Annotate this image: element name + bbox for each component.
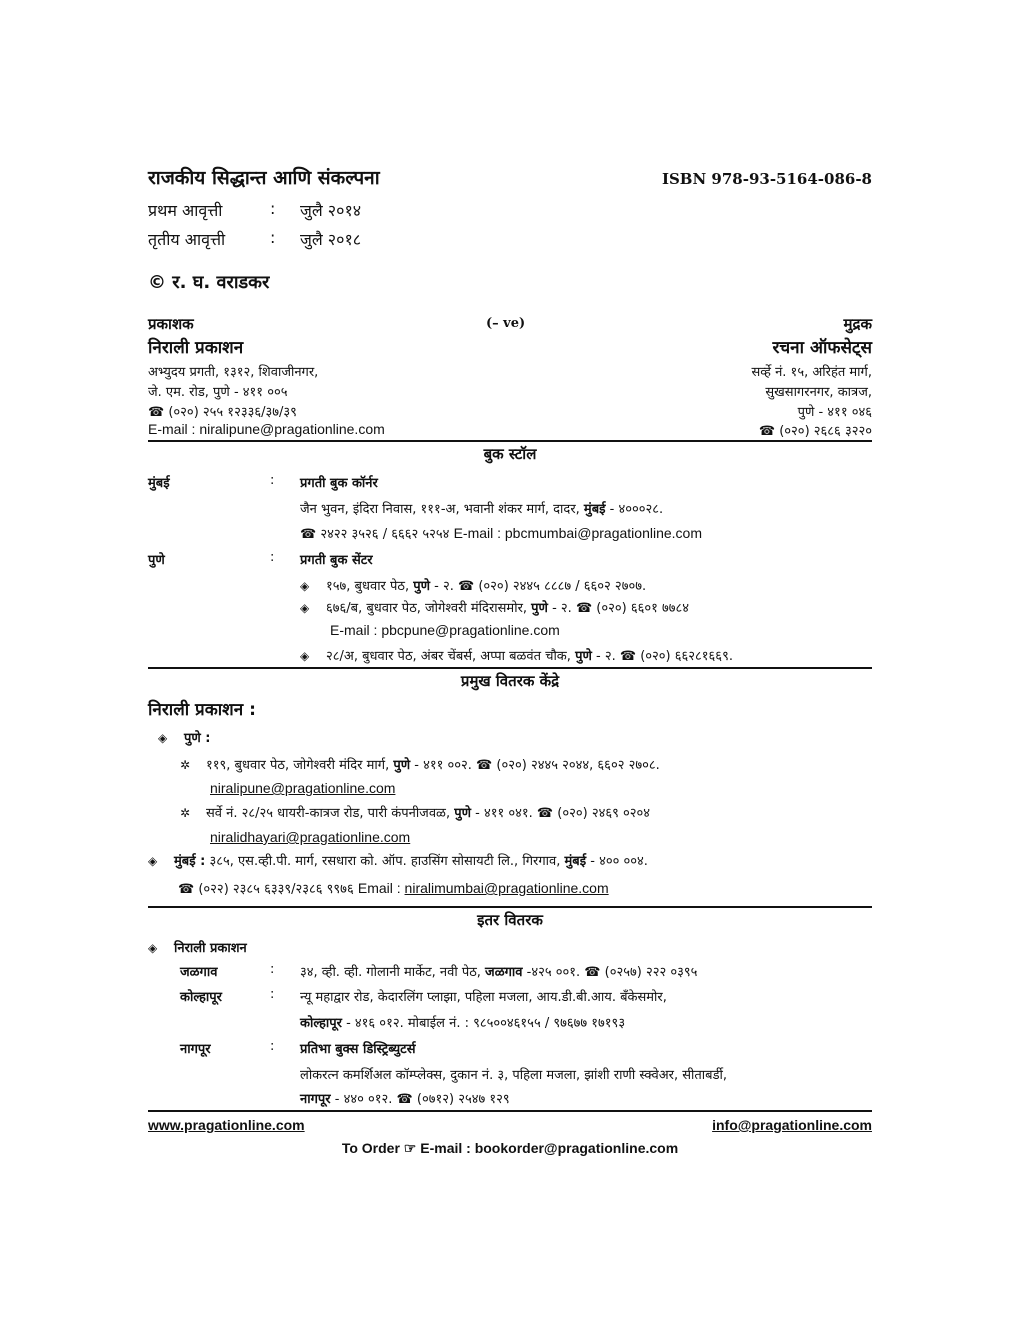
nagpur-distributor-name: प्रतिभा बुक्स डिस्ट्रिब्युटर्स [300, 1042, 416, 1057]
kolhapur-address-1: न्यू महाद्वार रोड, केदारलिंग प्लाझा, पहिला मजला, आय.डी.बी.आय. बँकेसमोर, [300, 990, 667, 1005]
printer-address-3: पुणे - ४११ ०४६ [797, 405, 872, 420]
divider [148, 1110, 872, 1112]
asterisk-icon: ✲ [180, 806, 191, 820]
pune-stall-name: प्रगती बुक सेंटर [300, 553, 373, 568]
email-link-niralimumbai[interactable]: niralimumbai@pragationline.com [404, 880, 609, 896]
asterisk-icon: ✲ [180, 758, 191, 772]
kolhapur-city: कोल्हापूर [180, 990, 222, 1005]
email-link-niralidhayari[interactable]: niralidhayari@pragationline.com [210, 829, 411, 845]
publisher-role: प्रकाशक [148, 315, 194, 333]
diamond-icon: ◈ [158, 731, 168, 745]
phone-icon: ☎ [178, 882, 195, 897]
pune-city: पुणे [148, 553, 165, 568]
phone-icon: ☎ [575, 601, 593, 616]
pune-stall-entry: ◈ ६७६/ब, बुधवार पेठ, जोगेश्वरी मंदिरासमोर, पुणे - २. ☎ (०२०) ६६०१ ७७८४ [300, 601, 690, 616]
order-label: To Order [341, 1140, 400, 1156]
mumbai-city: मुंबई [148, 476, 170, 491]
divider [148, 440, 872, 442]
distribution-heading: प्रमुख वितरक केंद्रे [460, 672, 560, 690]
email-link-niralipune[interactable]: niralipune@pragationline.com [210, 780, 396, 796]
jalgaon-city: जळगाव [180, 965, 218, 980]
mumbai-stall-phone: २४२२ ३५२६ / ६६६२ ५२५४ [320, 527, 450, 542]
info-email-link[interactable]: info@pragationline.com [712, 1117, 872, 1133]
order-line [148, 1140, 872, 1157]
edition-first-sep: : [270, 199, 276, 218]
printer-role: मुद्रक [843, 315, 872, 333]
kolhapur-address-2: कोल्हापूर - ४१६ ०१२. मोबाईल नं. : ९८५००४६१५५ / ९७६७७ १७१९३ [300, 1016, 626, 1031]
copyright-holder: © र. घ. वराडकर [148, 272, 270, 293]
website-link[interactable]: www.pragationline.com [148, 1117, 305, 1133]
edition-first-label: प्रथम आवृत्ती [148, 201, 223, 220]
diamond-icon: ◈ [300, 601, 310, 615]
publisher-email: E-mail : niralipune@pragationline.com [148, 421, 385, 437]
phone-icon: ☎ [758, 424, 776, 439]
printer-name: रचना ऑफसेट्स [772, 338, 872, 358]
phone-icon: ☎ [148, 405, 165, 420]
printer-address-2: सुखसागरनगर, कात्रज, [765, 385, 872, 400]
book-stall-heading: बुक स्टॉल [483, 445, 537, 463]
pune-stall-entry: ◈ १५७, बुधवार पेठ, पुणे - २. ☎ (०२०) २४४५ ८८८७ / ६६०२ २७०७. [300, 579, 647, 594]
pune-stall-email: E-mail : pbcpune@pragationline.com [330, 622, 560, 638]
phone-icon: ☎ [619, 649, 637, 664]
mumbai-stall-address: जैन भुवन, इंदिरा निवास, १११-अ, भवानी शंकर मार्ग, दादर, मुंबई - ४०००२८. [300, 502, 664, 517]
pune-sep: : [270, 550, 275, 565]
diamond-icon: ◈ [148, 854, 158, 868]
nagpur-address-2: नागपूर - ४४० ०१२. ☎ (०७१२) २५४७ १२९ [300, 1092, 510, 1107]
mumbai-stall-email: E-mail : pbcmumbai@pragationline.com [453, 525, 702, 541]
phone-icon: ☎ [536, 806, 554, 821]
pune-stall-entry: ◈ २८/अ, बुधवार पेठ, अंबर चेंबर्स, अप्पा बळवंत चौक, पुणे - २. ☎ (०२०) ६६२८१६६९. [300, 649, 733, 664]
distribution-mumbai-entry: ◈ मुंबई : ३८५, एस.व्ही.पी. मार्ग, रसधारा को. ऑप. हाउसिंग सोसायटी लि., गिरगाव, मुंबई - ४०० ००४. [148, 854, 648, 869]
distribution-mumbai-contact [178, 879, 609, 897]
middle-mark: (– ve) [486, 316, 526, 331]
phone-icon: ☎ [584, 965, 601, 980]
mumbai-stall-contact [300, 524, 702, 542]
phone-icon: ☎ [476, 758, 493, 773]
copyright-page [148, 0, 872, 1320]
mumbai-sep: : [270, 473, 275, 488]
diamond-icon: ◈ [300, 579, 310, 593]
other-distributors-heading: इतर वितरक [477, 911, 543, 929]
divider [148, 667, 872, 669]
phone-icon: ☎ [300, 527, 317, 542]
publisher-address-1: अभ्युदय प्रगती, १३१२, शिवाजीनगर, [148, 365, 319, 380]
edition-third-sep: : [270, 228, 276, 247]
printer-address-1: सर्व्हे नं. १५, अरिहंत मार्ग, [751, 365, 872, 380]
nagpur-city: नागपूर [180, 1042, 211, 1057]
edition-first-date: जुलै २०१४ [300, 201, 362, 220]
jalgaon-sep: : [270, 962, 275, 977]
divider [148, 906, 872, 908]
distribution-org: निराली प्रकाशन : [148, 700, 256, 720]
kolhapur-sep: : [270, 987, 275, 1002]
phone-icon: ☎ [396, 1092, 413, 1107]
edition-third-date: जुलै २०१८ [300, 230, 362, 249]
pointing-hand-icon: ☞ [403, 1140, 417, 1156]
isbn: ISBN 978-93-5164-086-8 [661, 170, 872, 188]
distribution-pune-entry: ✲ सर्वे नं. २८/२५ धायरी-कात्रज रोड, पारी कंपनीजवळ, पुणे - ४११ ०४१. ☎ (०२०) २४६९ ०२०४ [180, 806, 651, 821]
distribution-pune-label: ◈ पुणे : [158, 731, 211, 746]
publisher-address-2: जे. एम. रोड, पुणे - ४११ ००५ [148, 385, 288, 400]
diamond-icon: ◈ [300, 649, 310, 663]
order-email[interactable]: E-mail : bookorder@pragationline.com [420, 1140, 679, 1156]
nagpur-sep: : [270, 1039, 275, 1054]
printer-phone: (०२०) २६८६ ३२२० [779, 424, 872, 439]
other-distributors-org: ◈ निराली प्रकाशन [148, 941, 247, 956]
distribution-pune-entry: ✲ ११९, बुधवार पेठ, जोगेश्वरी मंदिर मार्ग, पुणे - ४११ ००२. ☎ (०२०) २४४५ २०४४, ६६०२ २७०८. [180, 758, 660, 773]
email-label: Email : [357, 880, 405, 896]
nagpur-address-1: लोकरत्न कमर्शिअल कॉम्प्लेक्स, दुकान नं. ३, पहिला मजला, झांशी राणी स्क्वेअर, सीताबर्डी, [300, 1068, 728, 1083]
publisher-phone: (०२०) २५५ १२३३६/३७/३९ [168, 405, 297, 420]
book-title: राजकीय सिद्धान्त आणि संकल्पना [148, 167, 380, 189]
phone-icon: ☎ [458, 579, 475, 594]
jalgaon-address: ३४, व्ही. व्ही. गोलानी मार्केट, नवी पेठ, जळगाव -४२५ ००१. ☎ (०२५७) २२२ ०३९५ [300, 965, 698, 980]
edition-third-label: तृतीय आवृत्ती [148, 230, 226, 249]
diamond-icon: ◈ [148, 941, 158, 955]
distribution-mumbai-phone: (०२२) २३८५ ६३३९/२३८६ ९९७६ [198, 882, 354, 897]
mumbai-stall-name: प्रगती बुक कॉर्नर [300, 476, 378, 491]
publisher-name: निराली प्रकाशन [148, 338, 244, 358]
